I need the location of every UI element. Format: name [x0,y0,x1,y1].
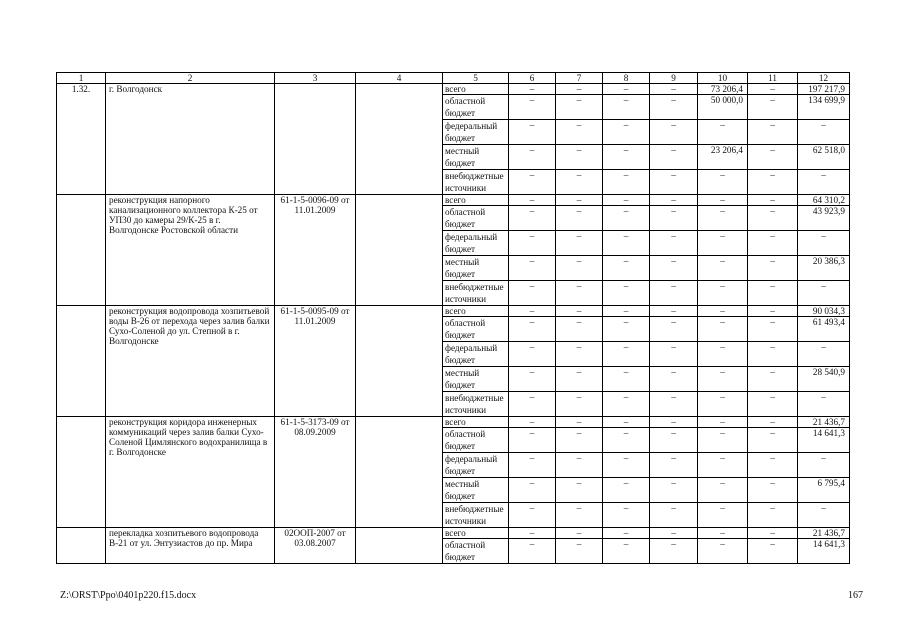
value-cell: – [798,503,850,528]
value-cell: – [509,145,556,170]
value-cell: – [509,317,556,342]
value-cell: 14 641,3 [798,539,850,564]
funding-source-cell: всего [443,195,509,206]
value-cell: – [556,342,603,367]
value-cell: 62 518,0 [798,145,850,170]
project-name-cell: реконструкция напорного канализационного коллектора К-25 от УП30 до камеры 29/К-25 в г. Волгодонске Ростовской области [106,195,275,306]
funding-source-cell: внебюджетные источники [443,281,509,306]
value-cell: – [556,306,603,317]
funding-source-cell: областной бюджет [443,317,509,342]
value-cell: – [603,84,650,95]
value-cell: – [650,281,698,306]
value-cell: – [603,231,650,256]
value-cell: – [798,120,850,145]
table-row [57,417,850,428]
value-cell: – [650,84,698,95]
funding-source-cell: местный бюджет [443,145,509,170]
value-cell: – [650,120,698,145]
budget-table [56,72,850,564]
value-cell: – [748,392,798,417]
empty-cell [356,417,443,528]
value-cell: – [603,539,650,564]
value-cell: – [509,256,556,281]
value-cell: – [650,256,698,281]
value-cell: – [556,317,603,342]
column-header: 8 [603,73,650,84]
value-cell: – [748,503,798,528]
value-cell: – [698,453,748,478]
funding-source-cell: областной бюджет [443,95,509,120]
value-cell: – [698,528,748,539]
value-cell: – [509,453,556,478]
value-cell: – [603,478,650,503]
table-row [57,306,850,317]
value-cell: – [603,281,650,306]
empty-cell [356,84,443,195]
value-cell: – [603,528,650,539]
table-row [57,195,850,206]
value-cell: – [698,120,748,145]
value-cell: – [509,428,556,453]
value-cell: – [748,453,798,478]
value-cell: – [650,428,698,453]
value-cell: – [509,503,556,528]
empty-cell [356,306,443,417]
document-cell [275,84,356,195]
column-header: 6 [509,73,556,84]
value-cell: – [698,428,748,453]
value-cell: – [509,478,556,503]
value-cell: – [698,539,748,564]
value-cell: – [798,392,850,417]
value-cell: – [556,392,603,417]
funding-source-cell: областной бюджет [443,428,509,453]
funding-source-cell: федеральный бюджет [443,453,509,478]
value-cell: – [650,392,698,417]
row-number-cell [57,528,106,564]
value-cell: – [603,453,650,478]
value-cell: – [509,417,556,428]
value-cell: – [748,539,798,564]
value-cell: – [603,392,650,417]
value-cell: 90 034,3 [798,306,850,317]
column-header: 12 [798,73,850,84]
value-cell: – [603,195,650,206]
value-cell: 6 795,4 [798,478,850,503]
value-cell: – [603,95,650,120]
document-cell: 61-1-5-0096-09 от 11.01.2009 [275,195,356,306]
page-number: 167 [848,590,863,601]
empty-cell [356,528,443,564]
value-cell: – [556,231,603,256]
value-cell: 21 436,7 [798,417,850,428]
value-cell: – [650,170,698,195]
value-cell: – [748,170,798,195]
value-cell: – [748,342,798,367]
value-cell: – [698,392,748,417]
value-cell: – [556,95,603,120]
value-cell: 23 206,4 [698,145,748,170]
value-cell: – [748,478,798,503]
value-cell: – [556,281,603,306]
value-cell: – [603,256,650,281]
value-cell: 14 641,3 [798,428,850,453]
funding-source-cell: внебюджетные источники [443,392,509,417]
funding-source-cell: местный бюджет [443,256,509,281]
value-cell: – [698,342,748,367]
value-cell: – [603,145,650,170]
value-cell: – [650,231,698,256]
column-header: 7 [556,73,603,84]
table-row [57,528,850,539]
value-cell: – [650,145,698,170]
value-cell: 28 540,9 [798,367,850,392]
value-cell: – [748,84,798,95]
value-cell: – [650,317,698,342]
value-cell: – [556,120,603,145]
value-cell: – [603,120,650,145]
value-cell: – [556,417,603,428]
value-cell: – [748,145,798,170]
value-cell: – [650,539,698,564]
value-cell: 20 386,3 [798,256,850,281]
value-cell: – [603,428,650,453]
value-cell: 50 000,0 [698,95,748,120]
funding-source-cell: всего [443,417,509,428]
value-cell: – [748,120,798,145]
funding-source-cell: местный бюджет [443,478,509,503]
value-cell: – [650,95,698,120]
value-cell: – [698,367,748,392]
value-cell: – [509,231,556,256]
value-cell: – [650,306,698,317]
value-cell: – [556,170,603,195]
value-cell: – [509,528,556,539]
document-cell: 02ООП-2007 от 03.08.2007 [275,528,356,564]
funding-source-cell: федеральный бюджет [443,231,509,256]
project-name-cell: реконструкция водопровода хозпитьевой воды В-26 от перехода через залив балки Сухо-Соленой до ул. Степной в г. Волгодонске [106,306,275,417]
table-header-row [57,73,850,84]
row-number-cell [57,306,106,417]
value-cell: – [603,206,650,231]
funding-source-cell: федеральный бюджет [443,342,509,367]
value-cell: – [798,231,850,256]
value-cell: – [603,306,650,317]
row-number-cell: 1.32. [57,84,106,195]
column-header: 5 [443,73,509,84]
value-cell: – [798,453,850,478]
value-cell: 134 699,9 [798,95,850,120]
value-cell: – [798,342,850,367]
value-cell: – [556,478,603,503]
value-cell: – [556,206,603,231]
funding-source-cell: всего [443,306,509,317]
column-header: 10 [698,73,748,84]
row-number-cell [57,417,106,528]
funding-source-cell: всего [443,84,509,95]
value-cell: – [650,453,698,478]
value-cell: – [748,95,798,120]
value-cell: – [509,170,556,195]
project-name-cell: реконструкция коридора инженерных коммуникаций через залив балки Сухо-Соленой Цимлянского водохранилища в г. Волгодонске [106,417,275,528]
column-header: 3 [275,73,356,84]
value-cell: 197 217,9 [798,84,850,95]
value-cell: 43 923,9 [798,206,850,231]
column-header: 2 [106,73,275,84]
funding-source-cell: местный бюджет [443,367,509,392]
document-cell: 61-1-5-0095-09 от 11.01.2009 [275,306,356,417]
value-cell: – [509,206,556,231]
value-cell: – [698,170,748,195]
project-name-cell: перекладка хозпитьевого водопровода В-21 от ул. Энтузиастов до пр. Мира [106,528,275,564]
value-cell: – [748,317,798,342]
value-cell: – [698,503,748,528]
value-cell: – [556,539,603,564]
value-cell: – [698,256,748,281]
funding-source-cell: внебюджетные источники [443,170,509,195]
funding-source-cell: областной бюджет [443,539,509,564]
value-cell: – [603,503,650,528]
table-row [57,84,850,95]
value-cell: – [509,195,556,206]
value-cell: – [748,428,798,453]
column-header: 4 [356,73,443,84]
value-cell: – [650,367,698,392]
column-header: 1 [57,73,106,84]
value-cell: – [556,195,603,206]
value-cell: – [698,206,748,231]
value-cell: – [603,317,650,342]
value-cell: – [556,145,603,170]
value-cell: – [650,478,698,503]
value-cell: – [650,417,698,428]
funding-source-cell: областной бюджет [443,206,509,231]
value-cell: – [603,170,650,195]
value-cell: – [698,317,748,342]
value-cell: – [650,195,698,206]
value-cell: – [603,342,650,367]
value-cell: – [748,306,798,317]
value-cell: 61 493,4 [798,317,850,342]
value-cell: – [509,84,556,95]
value-cell: – [748,528,798,539]
value-cell: – [509,392,556,417]
column-header: 9 [650,73,698,84]
project-name-cell: г. Волгодонск [106,84,275,195]
value-cell: – [509,342,556,367]
row-number-cell [57,195,106,306]
value-cell: – [509,539,556,564]
value-cell: – [748,417,798,428]
value-cell: – [748,367,798,392]
value-cell: – [698,478,748,503]
value-cell: – [698,195,748,206]
value-cell: – [748,281,798,306]
document-cell: 61-1-5-3173-09 от 08.09.2009 [275,417,356,528]
value-cell: – [509,95,556,120]
file-path: Z:\ORST\Ppo\0401p220.f15.docx [60,590,197,601]
value-cell: – [556,503,603,528]
value-cell: – [650,342,698,367]
value-cell: – [698,281,748,306]
value-cell: – [748,231,798,256]
value-cell: – [748,195,798,206]
value-cell: – [556,428,603,453]
value-cell: – [798,170,850,195]
column-header: 11 [748,73,798,84]
value-cell: 64 310,2 [798,195,850,206]
value-cell: – [698,417,748,428]
funding-source-cell: федеральный бюджет [443,120,509,145]
value-cell: 73 206,4 [698,84,748,95]
value-cell: – [509,281,556,306]
value-cell: – [698,306,748,317]
funding-source-cell: внебюджетные источники [443,503,509,528]
value-cell: – [509,306,556,317]
empty-cell [356,195,443,306]
value-cell: – [748,256,798,281]
value-cell: – [509,367,556,392]
value-cell: – [556,453,603,478]
value-cell: – [748,206,798,231]
value-cell: – [603,367,650,392]
value-cell: – [556,84,603,95]
funding-source-cell: всего [443,528,509,539]
value-cell: – [509,120,556,145]
value-cell: – [556,528,603,539]
value-cell: – [698,231,748,256]
value-cell: – [798,281,850,306]
value-cell: – [603,417,650,428]
value-cell: – [650,528,698,539]
value-cell: 21 436,7 [798,528,850,539]
value-cell: – [650,206,698,231]
value-cell: – [650,503,698,528]
value-cell: – [556,367,603,392]
value-cell: – [556,256,603,281]
